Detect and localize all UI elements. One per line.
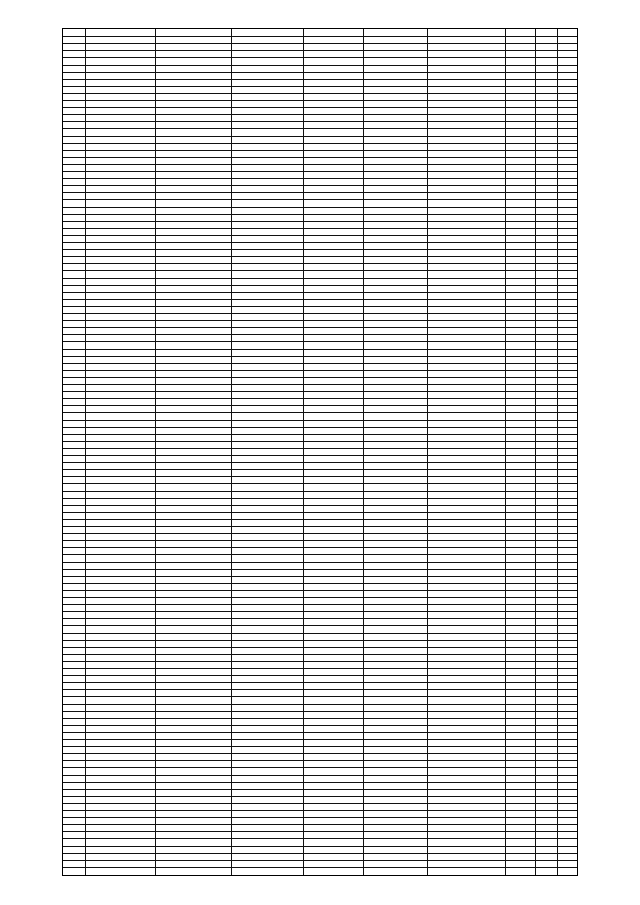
row-divider: [63, 235, 577, 236]
row-divider: [63, 469, 577, 470]
row-divider: [63, 831, 577, 832]
row-divider: [63, 164, 577, 165]
row-divider: [63, 618, 577, 619]
row-divider: [63, 661, 577, 662]
row-divider: [63, 782, 577, 783]
row-divider: [63, 363, 577, 364]
row-divider: [63, 838, 577, 839]
row-divider: [63, 704, 577, 705]
row-divider: [63, 121, 577, 122]
row-divider: [63, 789, 577, 790]
row-divider: [63, 675, 577, 676]
row-divider: [63, 640, 577, 641]
row-divider: [63, 483, 577, 484]
row-divider: [63, 554, 577, 555]
row-divider: [63, 533, 577, 534]
row-divider: [63, 597, 577, 598]
row-divider: [63, 562, 577, 563]
row-divider: [63, 746, 577, 747]
row-divider: [63, 150, 577, 151]
row-divider: [63, 299, 577, 300]
row-divider: [63, 491, 577, 492]
row-divider: [63, 654, 577, 655]
row-divider: [63, 853, 577, 854]
row-divider: [63, 455, 577, 456]
row-divider: [63, 512, 577, 513]
row-divider: [63, 72, 577, 73]
row-divider: [63, 398, 577, 399]
row-divider: [63, 711, 577, 712]
row-divider: [63, 285, 577, 286]
row-divider: [63, 427, 577, 428]
row-divider: [63, 682, 577, 683]
row-divider: [63, 732, 577, 733]
row-divider: [63, 221, 577, 222]
row-divider: [63, 462, 577, 463]
row-divider: [63, 270, 577, 271]
row-divider: [63, 391, 577, 392]
row-divider: [63, 356, 577, 357]
row-divider: [63, 107, 577, 108]
row-divider: [63, 349, 577, 350]
row-divider: [63, 569, 577, 570]
row-divider: [63, 86, 577, 87]
row-divider: [63, 476, 577, 477]
row-divider: [63, 263, 577, 264]
row-divider: [63, 625, 577, 626]
row-divider: [63, 576, 577, 577]
row-divider: [63, 498, 577, 499]
row-divider: [63, 128, 577, 129]
row-divider: [63, 249, 577, 250]
row-divider: [63, 846, 577, 847]
row-divider: [63, 420, 577, 421]
row-divider: [63, 810, 577, 811]
row-divider: [63, 341, 577, 342]
row-divider: [63, 370, 577, 371]
row-divider: [63, 441, 577, 442]
row-divider: [63, 824, 577, 825]
row-divider: [63, 93, 577, 94]
row-divider: [63, 739, 577, 740]
row-divider: [63, 725, 577, 726]
row-divider: [63, 767, 577, 768]
row-divider: [63, 100, 577, 101]
row-divider: [63, 718, 577, 719]
row-divider: [63, 207, 577, 208]
row-divider: [63, 668, 577, 669]
row-divider: [63, 590, 577, 591]
row-divider: [63, 313, 577, 314]
row-divider: [63, 256, 577, 257]
row-divider: [63, 114, 577, 115]
row-divider: [63, 689, 577, 690]
row-divider: [63, 448, 577, 449]
row-divider: [63, 775, 577, 776]
registry-table: [62, 28, 578, 876]
row-divider: [63, 817, 577, 818]
row-divider: [63, 860, 577, 861]
row-divider: [63, 611, 577, 612]
row-divider: [63, 36, 577, 37]
row-divider: [63, 540, 577, 541]
row-divider: [63, 547, 577, 548]
row-divider: [63, 803, 577, 804]
row-divider: [63, 43, 577, 44]
row-divider: [63, 185, 577, 186]
row-divider: [63, 228, 577, 229]
row-divider: [63, 214, 577, 215]
row-divider: [63, 292, 577, 293]
row-divider: [63, 199, 577, 200]
row-divider: [63, 192, 577, 193]
row-divider: [63, 143, 577, 144]
row-divider: [63, 79, 577, 80]
row-divider: [63, 505, 577, 506]
row-divider: [63, 306, 577, 307]
row-divider: [63, 753, 577, 754]
row-divider: [63, 405, 577, 406]
row-divider: [63, 434, 577, 435]
row-divider: [63, 384, 577, 385]
row-divider: [63, 583, 577, 584]
row-divider: [63, 519, 577, 520]
row-divider: [63, 633, 577, 634]
row-divider: [63, 867, 577, 868]
row-divider: [63, 178, 577, 179]
row-divider: [63, 136, 577, 137]
row-divider: [63, 50, 577, 51]
row-divider: [63, 334, 577, 335]
row-divider: [63, 57, 577, 58]
row-divider: [63, 327, 577, 328]
row-divider: [63, 526, 577, 527]
row-divider: [63, 696, 577, 697]
row-divider: [63, 647, 577, 648]
row-divider: [63, 171, 577, 172]
row-divider: [63, 760, 577, 761]
row-divider: [63, 412, 577, 413]
row-divider: [63, 320, 577, 321]
row-divider: [63, 377, 577, 378]
row-divider: [63, 278, 577, 279]
row-divider: [63, 157, 577, 158]
row-divider: [63, 604, 577, 605]
row-divider: [63, 65, 577, 66]
row-divider: [63, 796, 577, 797]
row-divider: [63, 242, 577, 243]
